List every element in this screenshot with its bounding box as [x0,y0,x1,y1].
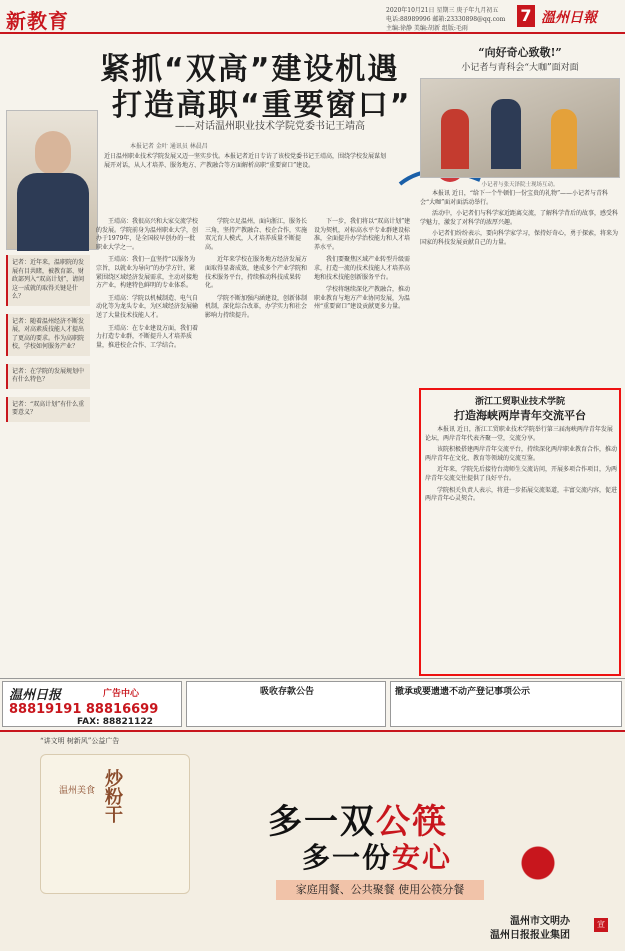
body-paragraph: 本报讯 近日，浙江工贸职业技术学院举行第三届海峡两岸青年发展论坛，两岸青年代表齐聚一堂，交流分享。 [425,426,613,442]
answer-paragraph: 我们要聚焦区域产业转型升级需求，打造一流的技术技能人才培养高地和技术技能创新服务平台。 [314,256,411,281]
right-article-photo [420,78,620,178]
body-paragraph: 该院积极搭建两岸青年交流平台，持续深化两岸职业教育合作，推动两岸青年在文化、教育等领域的交流互鉴。 [425,446,618,462]
highlighted-article-kicker: 浙江工贸职业技术学院 [474,397,565,407]
photo-figure [491,99,521,169]
headline-line-2: 打造高职“重要窗口” [112,88,412,123]
slogan-1b: 公筷 [376,802,448,842]
psa-org-1: 温州市文明办 [510,916,570,927]
psa-slogan-line-2 [302,836,452,876]
body-paragraph: 学院相关负责人表示，将进一步拓展交流渠道，丰富交流内容，促进两岸青年心灵契合。 [425,486,618,503]
answer-paragraph: 王靖高：我们一直坚持“以服务为宗旨，以就业为导向”的办学方针，紧紧围绕区域经济发展需求，主动对接地方产业，构建特色鲜明的专业体系。 [96,256,199,290]
chopsticks-art [498,828,578,898]
section-title: 新教育 [6,9,69,33]
ad-phones: 88819191 88816699 [9,702,159,717]
right-article-body [420,190,620,251]
body-paragraph: 近年来，学院先后接待台湾师生交流访问，开展多项合作项目，为两岸青年交流交往提供了良好平台。 [425,466,618,482]
page-header [0,0,625,34]
answer-column-2 [205,218,309,325]
portrait-suit [17,173,89,251]
question-box-1: 记者：近年来，温职院的发展有目共睹，被教育部、财政部列入“双高计划”，请问这一成就的取得关键是什么？ [6,255,90,306]
ads-strip [0,678,625,728]
answer-column-3 [314,218,414,316]
food-label: 温州美食 [59,786,96,796]
deposit-notice-box [186,681,386,727]
highlighted-article-body [425,426,617,507]
header-contacts: 电话:88989996 邮箱:23330898@qq.com [386,16,506,23]
food-name: 炒粉干 [102,769,123,823]
highlighted-article-title: 打造海峡两岸青年交流平台 [454,409,586,422]
ad-center-box [2,681,182,727]
question-box-2: 记者：随着温州经济不断发展，对高素质技能人才提出了更高的要求。作为高职院校，学校如何服务产业？ [6,314,90,356]
right-photo-caption: 小记者与张天泽院士现场互动。 [481,182,559,188]
question-column [6,255,90,430]
portrait-photo [6,110,98,250]
question-box-3: 记者：在学院的发展规划中有什么特色？ [6,364,90,389]
ad-paper-name: 温州日报 [9,688,62,703]
answer-paragraph: 学校将继续深化产教融合，推动职业教育与地方产业协同发展，为温州“重要窗口”建设贡献更多力量。 [314,286,411,311]
headline-line-1: 紧抓“双高”建设机遇 [100,52,400,87]
answer-paragraph: 王靖高：学院以机械制造、电气自动化等为龙头专业，为区域经济发展输送了大量技术技能人才。 [96,294,199,319]
seal-stamp: 宣 [594,918,608,932]
photo-figure [441,109,469,169]
paper-name: 溫州日報 [541,10,597,26]
right-article-subtitle: 小记者与青科会“大咖”面对面 [461,63,579,73]
header-date: 2020年10月21日 星期三 庚子年九月初五 [386,7,499,14]
byline: 本报记者 金叶 通讯员 林晨昌 [130,143,208,150]
psa-label: “讲文明 树新风”公益广告 [40,737,120,745]
right-article-title: “向好奇心致敬!” [478,46,562,59]
answer-paragraph: 王靖高：在专业建设方面，我们着力打造专业群，不断提升人才培养质量，推进校企合作、工学结合。 [96,324,199,349]
portrait-face [35,131,71,175]
headline-subline: ——对话温州职业技术学院党委书记王靖高 [175,121,365,132]
answer-paragraph: 下一步，我们将以“双高计划”建设为契机，对标高水平专业群建设标准，全面提升办学治校能力和人才培养水平。 [314,218,411,251]
ad-fax: FAX: 88821122 [77,717,153,727]
ad-tag: 广告中心 [103,689,140,699]
header-meta [386,6,505,33]
deposit-notice-title: 吸收存款公告 [259,687,314,697]
answer-paragraph: 学院立足温州，面向浙江，服务长三角，坚持产教融合、校企合作，实施双元育人模式，人才培养质量不断提高。 [205,218,308,251]
food-illustration [40,754,190,894]
body-paragraph: 活动中，小记者们与科学家近距离交流，了解科学背后的故事，感受科学魅力，激发了对科学的浓厚兴趣。 [420,210,619,226]
psa-org-2: 温州日报报业集团 [490,930,570,941]
answer-paragraph: 王靖高：我很高兴和大家交流学校的发展。学院前身为温州职业大学，创办于1979年，是全国较早创办的一批职业大学之一。 [96,218,199,251]
body-paragraph: 本报讯 近日，“给下一个牛顿们一份宝贵的礼物”——小记者与青科会“大咖”面对面活动举行。 [420,190,609,206]
property-notice-box [390,681,622,727]
header-editors: 主编:徐静 美编:胡新 组版:毛雨 [386,25,468,32]
slogan-1a: 多一双 [268,802,376,842]
page-number: 7 [517,5,535,27]
body-paragraph: 小记者们纷纷表示，要向科学家学习，保持好奇心，勇于探索，将来为国家的科技发展贡献自己的力量。 [420,230,619,246]
intro-paragraph: 近日温州职业技术学院发展又迈一坚实步伐。本报记者近日专访了该校党委书记王靖高，围绕学校发展谋划展开对话，从人才培养、服务地方、产教融合等方面解析高职“重要窗口”建设。 [104,153,387,169]
slogan-2a: 多一份 [302,841,393,874]
answer-column-1 [96,218,200,354]
highlighted-article-box [419,388,621,676]
property-notice-title: 撤承或要遗遗不动产登记事项公示 [395,687,531,697]
question-box-4: 记者：“双高计划”有什么重要意义？ [6,397,90,422]
slogan-2b: 安心 [392,841,453,874]
psa-tagline: 家庭用餐、公共聚餐 使用公筷分餐 [276,880,484,900]
answer-paragraph: 近年来学校在服务地方经济发展方面取得显著成效，建成多个产业学院和技术服务平台，持续推动科技成果转化。 [205,256,308,290]
public-service-ad [0,730,625,951]
photo-figure [551,109,577,169]
answer-paragraph: 学院不断加强内涵建设，创新体制机制，深化综合改革，办学实力和社会影响力持续提升。 [205,294,308,319]
